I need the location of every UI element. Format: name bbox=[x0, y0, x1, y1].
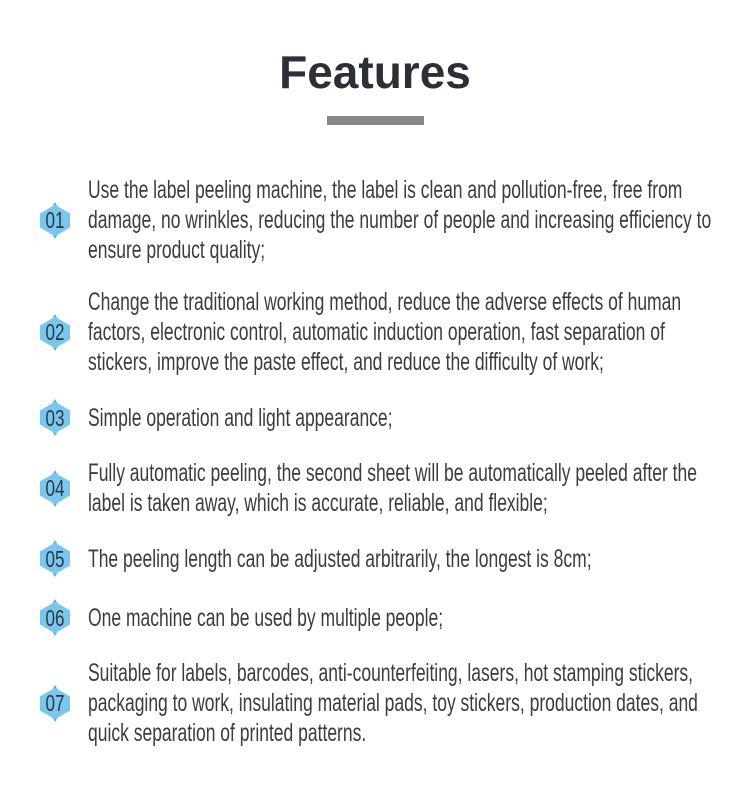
feature-text: The peeling length can be adjusted arbitrarily, the longest is 8cm; bbox=[88, 544, 592, 573]
feature-list bbox=[0, 175, 750, 748]
feature-number: 04 bbox=[45, 475, 65, 501]
feature-number: 02 bbox=[45, 319, 65, 345]
feature-number-badge bbox=[40, 314, 70, 351]
feature-item bbox=[40, 540, 750, 577]
feature-text: Simple operation and light appearance; bbox=[88, 403, 393, 432]
feature-number-badge bbox=[40, 685, 70, 722]
page-title: Features bbox=[279, 46, 471, 98]
feature-number: 03 bbox=[45, 404, 65, 431]
feature-number-badge bbox=[40, 540, 70, 577]
feature-text: Suitable for labels, barcodes, anti-counterfeiting, lasers, hot stamping stickers, packaging to work, insulating material pads, toy stickers, production dates, and quick separation of printed patterns. bbox=[88, 659, 698, 747]
feature-number-badge bbox=[40, 202, 70, 239]
feature-text: One machine can be used by multiple people; bbox=[88, 603, 444, 632]
feature-item bbox=[40, 287, 750, 377]
title-underline-bar bbox=[327, 116, 424, 125]
feature-text: Change the traditional working method, reduce the adverse effects of human factors, electronic control, automatic induction operation, fast separation of stickers, improve the paste effect, and reduce the difficulty of work; bbox=[88, 288, 682, 376]
page-header bbox=[0, 0, 750, 125]
feature-number: 05 bbox=[45, 545, 65, 572]
feature-number-badge bbox=[40, 599, 70, 636]
feature-item bbox=[40, 458, 750, 518]
feature-number: 07 bbox=[45, 690, 65, 716]
feature-item bbox=[40, 658, 750, 748]
feature-item bbox=[40, 399, 750, 436]
feature-number: 01 bbox=[45, 207, 65, 233]
feature-number-badge bbox=[40, 399, 70, 436]
feature-item bbox=[40, 599, 750, 636]
feature-number-badge bbox=[40, 470, 70, 507]
feature-item bbox=[40, 175, 750, 265]
feature-text: Fully automatic peeling, the second sheet will be automatically peeled after the label is taken away, which is accurate, reliable, and flexible; bbox=[88, 459, 697, 517]
feature-text: Use the label peeling machine, the label is clean and pollution-free, free from damage, no wrinkles, reducing the number of people and increasing efficiency to ensure product quality; bbox=[88, 176, 712, 264]
feature-number: 06 bbox=[45, 604, 65, 631]
